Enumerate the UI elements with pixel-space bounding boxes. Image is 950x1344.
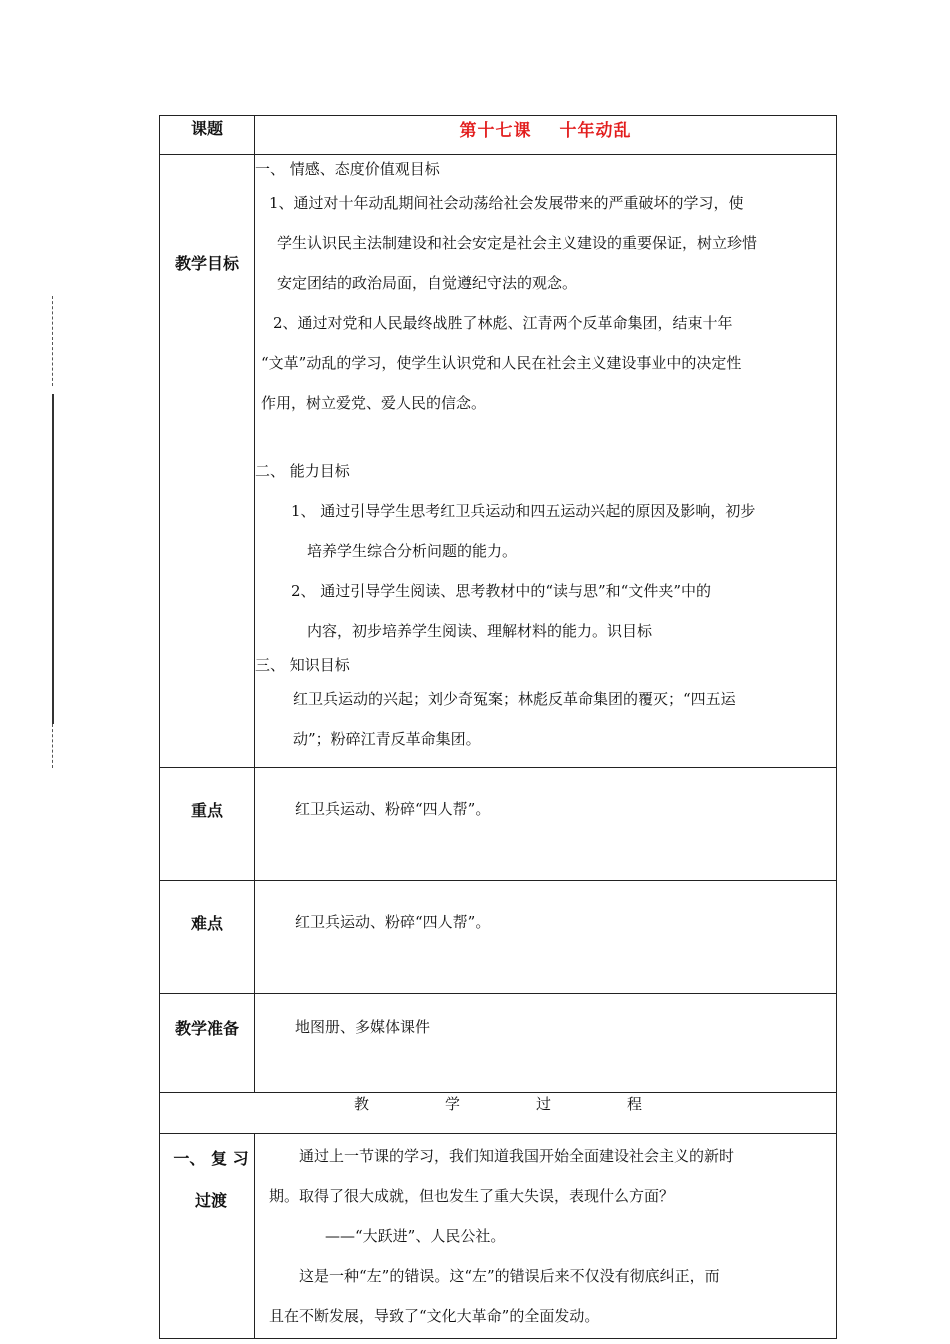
preparation-label: 教学准备 <box>160 994 255 1093</box>
objective-line: “文革”动乱的学习，使学生认识党和人民在社会主义建设事业中的决定性 <box>261 354 742 372</box>
process-char: 学 <box>444 1095 460 1113</box>
objective-line: 1、通过对十年动乱期间社会动荡给社会发展带来的严重破坏的学习，使 <box>269 194 744 212</box>
process-char: 程 <box>627 1095 643 1113</box>
binding-margin-line <box>52 724 54 768</box>
binding-margin-line <box>52 394 55 724</box>
key-point-label: 重点 <box>160 768 255 881</box>
review-content <box>255 1134 837 1339</box>
objective-line: 2、 通过引导学生阅读、思考教材中的“读与思”和“文件夹”中的 <box>291 582 711 600</box>
key-point-text: 红卫兵运动、粉碎“四人帮”。 <box>255 768 837 881</box>
section-heading: 二、 能力目标 <box>255 462 350 480</box>
review-line: ——“大跃进”、人民公社。 <box>325 1227 506 1245</box>
objective-line: 作用，树立爱党、爱人民的信念。 <box>261 394 487 412</box>
preparation-row <box>160 994 837 1093</box>
objectives-label: 教学目标 <box>160 155 255 768</box>
objective-line: 1、 通过引导学生思考红卫兵运动和四五运动兴起的原因及影响，初步 <box>291 502 756 520</box>
lesson-number: 第十七课 <box>459 121 532 141</box>
process-char: 教 <box>353 1095 369 1113</box>
lesson-plan-table <box>159 115 837 1339</box>
review-line: 期。取得了很大成就，但也发生了重大失误，表现什么方面？ <box>269 1187 675 1205</box>
objective-line: 动”；粉碎江青反革命集团。 <box>293 730 481 748</box>
objective-line: 学生认识民主法制建设和社会安定是社会主义建设的重要保证，树立珍惜 <box>277 234 758 252</box>
title-row <box>160 116 837 155</box>
objective-line: 红卫兵运动的兴起；刘少奇冤案；林彪反革命集团的覆灭；“四五运 <box>293 690 736 708</box>
section-heading: 三、 知识目标 <box>255 656 350 674</box>
process-heading <box>160 1093 837 1134</box>
lesson-name: 十年动乱 <box>559 121 632 141</box>
difficulty-row <box>160 881 837 994</box>
objectives-content <box>255 155 837 768</box>
review-label <box>160 1134 255 1339</box>
review-line: 通过上一节课的学习，我们知道我国开始全面建设社会主义的新时 <box>299 1147 735 1165</box>
review-label-line: 过渡 <box>194 1191 227 1210</box>
process-heading-row <box>160 1093 837 1134</box>
key-point-row <box>160 768 837 881</box>
binding-margin-line <box>52 296 54 386</box>
objective-line: 2、通过对党和人民最终战胜了林彪、江青两个反革命集团，结束十年 <box>273 314 733 332</box>
review-line: 且在不断发展，导致了“文化大革命”的全面发动。 <box>269 1307 600 1325</box>
review-row <box>160 1134 837 1339</box>
section-heading: 一、 情感、态度价值观目标 <box>255 160 440 178</box>
topic-label: 课题 <box>160 116 255 155</box>
objective-line: 培养学生综合分析问题的能力。 <box>307 542 518 560</box>
preparation-text: 地图册、多媒体课件 <box>255 994 837 1093</box>
review-line: 这是一种“左”的错误。这“左”的错误后来不仅没有彻底纠正，而 <box>299 1267 720 1285</box>
objective-line: 安定团结的政治局面，自觉遵纪守法的观念。 <box>277 274 578 292</box>
lesson-title <box>255 116 837 155</box>
difficulty-text: 红卫兵运动、粉碎“四人帮”。 <box>255 881 837 994</box>
objectives-row <box>160 155 837 768</box>
process-char: 过 <box>536 1095 552 1113</box>
difficulty-label: 难点 <box>160 881 255 994</box>
objective-line: 内容，初步培养学生阅读、理解材料的能力。识目标 <box>307 622 653 640</box>
review-label-line: 一、 复 习 <box>173 1149 249 1168</box>
